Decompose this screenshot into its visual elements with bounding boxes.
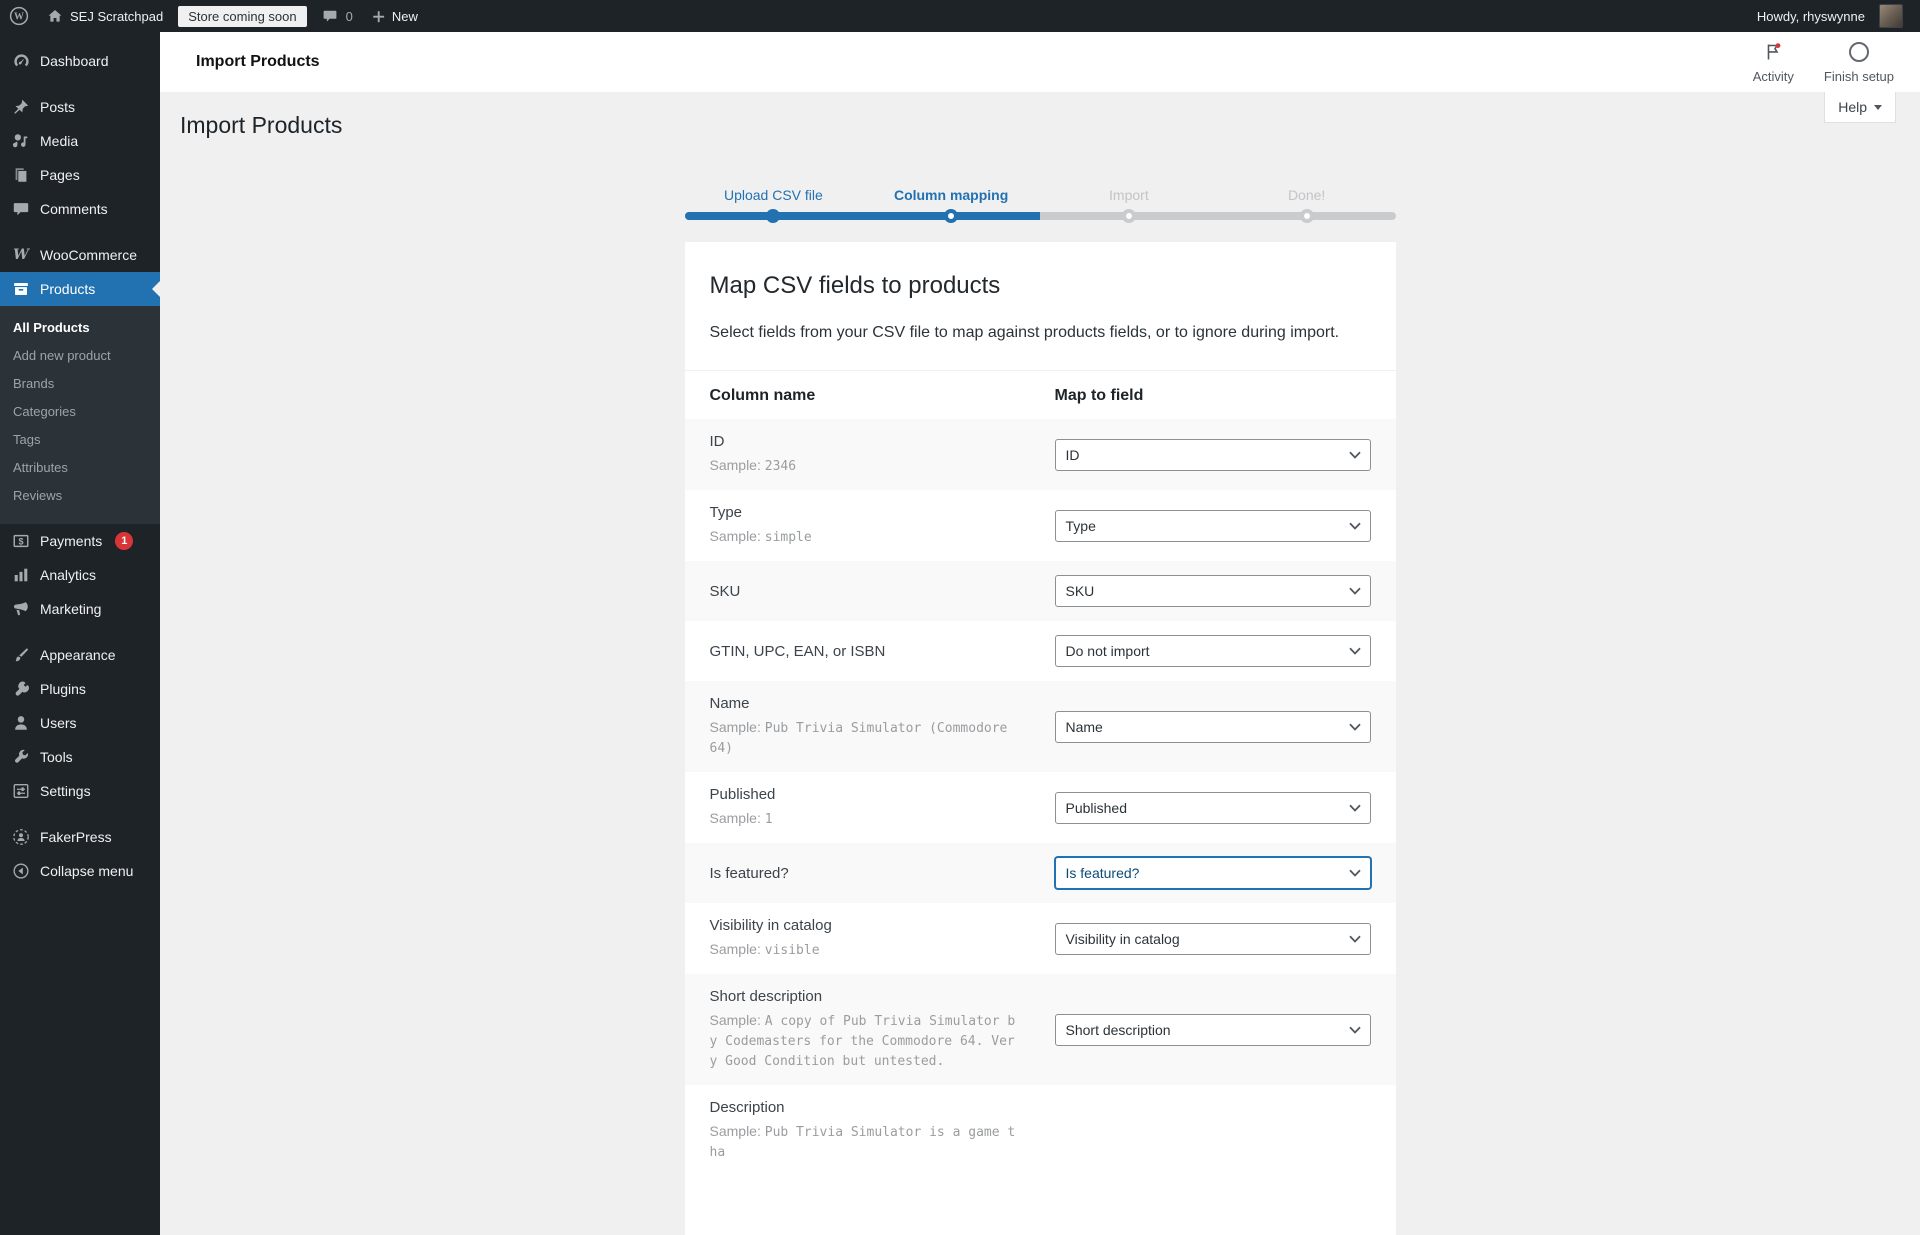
- row-select-cell: [1055, 917, 1371, 960]
- sidebar-item-fakerpress[interactable]: [0, 820, 160, 854]
- row-select-cell: [1055, 988, 1371, 1071]
- mapping-table-row: [685, 772, 1396, 843]
- finish-setup-label: Finish setup: [1823, 68, 1894, 84]
- row-column-name: SKU: [709, 582, 741, 600]
- mapping-table-row: [685, 561, 1396, 621]
- activity-flag-icon: [1762, 41, 1784, 66]
- row-select-cell: [1055, 695, 1371, 758]
- mapping-table-row: [685, 490, 1396, 561]
- row-column-name: Description: [709, 1099, 785, 1117]
- content-area: [160, 0, 1920, 1235]
- sidebar-item-products[interactable]: [0, 272, 160, 306]
- products-submenu: [0, 306, 160, 524]
- sidebar-item-label: Users: [40, 715, 77, 731]
- selected-field-value: Do not import: [1065, 643, 1150, 660]
- sidebar-item-categories[interactable]: Categories: [13, 404, 76, 419]
- map-field-select[interactable]: [1055, 510, 1371, 542]
- pushpin-icon: [11, 97, 31, 117]
- sidebar-item-label: Settings: [40, 783, 91, 799]
- chevron-down-icon: [1349, 451, 1361, 459]
- step-dot-pending: [1122, 209, 1136, 223]
- sidebar-item-settings[interactable]: [0, 774, 160, 808]
- woocommerce-icon: W: [13, 247, 29, 263]
- activity-label: Activity: [1752, 68, 1794, 84]
- sample-value: Pub Trivia Simulator is a game tha: [709, 1125, 1016, 1161]
- sample-value: A copy of Pub Trivia Simulator by Codemasters for the Commodore 64. Very Good Condition but untested.: [709, 1014, 1016, 1070]
- row-select-cell: [1055, 1099, 1371, 1221]
- activity-button[interactable]: [1753, 41, 1794, 84]
- row-column-name: Visibility in catalog: [709, 917, 832, 935]
- row-label-cell: [710, 695, 1055, 758]
- row-column-name: GTIN, UPC, EAN, or ISBN: [709, 642, 886, 660]
- selected-field-value: SKU: [1065, 583, 1095, 600]
- row-label-cell: [710, 988, 1055, 1071]
- map-field-select[interactable]: [1055, 1014, 1371, 1046]
- howdy-label: Howdy, rhyswynne: [1756, 8, 1865, 24]
- wordpress-logo-menu[interactable]: [0, 0, 38, 32]
- setup-progress-circle-icon: [1848, 41, 1870, 66]
- mapping-table-row: [685, 843, 1396, 903]
- comments-icon: [11, 199, 31, 219]
- row-label-cell: [710, 917, 1055, 960]
- home-icon: [47, 8, 63, 24]
- fakerpress-icon: [11, 827, 31, 847]
- store-coming-soon-badge[interactable]: Store coming soon: [178, 6, 306, 27]
- sidebar-item-label: Pages: [40, 167, 80, 183]
- selected-field-value: Type: [1065, 517, 1096, 534]
- payments-icon: [11, 531, 31, 551]
- svg-text:$: $: [18, 536, 24, 547]
- plus-icon: [371, 9, 386, 24]
- site-name-link[interactable]: [38, 0, 172, 32]
- payments-count-badge: 1: [115, 532, 133, 550]
- sample-value: 1: [764, 812, 773, 828]
- sidebar-item-label: Plugins: [40, 681, 86, 697]
- selected-field-value: Published: [1065, 799, 1127, 816]
- row-column-name: Type: [709, 504, 743, 522]
- row-label-cell: [710, 857, 1055, 889]
- sample-prefix: Sample:: [709, 457, 765, 474]
- megaphone-icon: [11, 599, 31, 619]
- sidebar-item-label: Collapse menu: [40, 863, 134, 879]
- admin-sidebar: [0, 32, 160, 1235]
- sample-prefix: Sample:: [709, 810, 765, 827]
- row-label-cell: [710, 786, 1055, 829]
- row-column-name: Name: [709, 695, 750, 713]
- map-to-field-header: Map to field: [1054, 387, 1144, 405]
- admin-bar: [0, 0, 1920, 32]
- selected-field-value: Is featured?: [1065, 865, 1140, 882]
- row-sample: [710, 809, 1023, 829]
- sidebar-item-pages[interactable]: [0, 158, 160, 192]
- column-name-header: Column name: [709, 387, 816, 405]
- chevron-down-icon: [1349, 587, 1361, 595]
- import-progress-steps: [685, 187, 1396, 220]
- sample-value: Pub Trivia Simulator (Commodore 64): [709, 721, 1008, 757]
- progress-bar: [685, 212, 1396, 220]
- avatar: [1879, 4, 1903, 28]
- mapping-table-row: [685, 903, 1396, 974]
- row-sample: [710, 527, 1023, 547]
- row-column-name: Is featured?: [709, 864, 789, 882]
- media-icon: [11, 131, 31, 151]
- mapping-table-row: [685, 621, 1396, 681]
- map-field-select[interactable]: [1055, 439, 1371, 471]
- sidebar-item-label: Payments: [40, 533, 103, 549]
- row-column-name: Short description: [709, 988, 823, 1006]
- row-select-cell: [1055, 857, 1371, 889]
- chevron-down-icon: [1349, 935, 1361, 943]
- caret-down-icon: [1874, 105, 1882, 110]
- chevron-down-icon: [1349, 1026, 1361, 1034]
- sidebar-item-all-products[interactable]: All Products: [13, 320, 90, 335]
- sidebar-item-analytics[interactable]: [0, 558, 160, 592]
- page-title: Import Products: [180, 112, 343, 138]
- sidebar-item-label: WooCommerce: [40, 247, 137, 263]
- brush-icon: [11, 645, 31, 665]
- progress-bar-fill: [685, 212, 1041, 220]
- row-sample: [710, 1122, 1023, 1162]
- step-dot-done: [766, 209, 780, 223]
- sidebar-item-appearance[interactable]: [0, 638, 160, 672]
- my-account-menu[interactable]: [1748, 0, 1912, 32]
- chevron-down-icon: [1349, 723, 1361, 731]
- sidebar-item-label: FakerPress: [40, 829, 112, 845]
- sidebar-item-label: Analytics: [40, 567, 97, 583]
- row-column-name: Published: [709, 786, 776, 804]
- sample-prefix: Sample:: [709, 1123, 765, 1140]
- comment-bubble-icon: [322, 8, 338, 24]
- dashboard-icon: [11, 51, 31, 71]
- sample-prefix: Sample:: [709, 941, 765, 958]
- selected-field-value: Visibility in catalog: [1065, 930, 1180, 947]
- sidebar-item-attributes[interactable]: Attributes: [13, 460, 68, 475]
- card-title: Map CSV fields to products: [709, 272, 1001, 299]
- mapping-table-header: [685, 370, 1396, 419]
- row-column-name: ID: [709, 433, 725, 451]
- pages-icon: [11, 165, 31, 185]
- sidebar-item-comments[interactable]: [0, 192, 160, 226]
- sidebar-item-label: Dashboard: [40, 53, 109, 69]
- mapping-rows: [685, 419, 1396, 1235]
- sidebar-item-label: Posts: [40, 99, 76, 115]
- finish-setup-button[interactable]: [1824, 41, 1894, 84]
- sidebar-item-tags[interactable]: Tags: [13, 432, 41, 447]
- sidebar-item-label: Comments: [40, 201, 108, 217]
- selected-field-value: ID: [1065, 446, 1080, 463]
- mapping-table-row: [685, 974, 1396, 1085]
- row-label-cell: [710, 504, 1055, 547]
- header-title: Import Products: [196, 53, 320, 70]
- row-select-cell: [1055, 635, 1371, 667]
- selected-field-value: Short description: [1065, 1021, 1171, 1038]
- products-box-icon: [11, 279, 31, 299]
- step-column-mapping: Column mapping: [893, 187, 1009, 203]
- sidebar-item-tools[interactable]: [0, 740, 160, 774]
- row-label-cell: [710, 1099, 1055, 1221]
- mapping-table-row: [685, 681, 1396, 772]
- sidebar-item-dashboard[interactable]: [0, 44, 160, 78]
- analytics-bars-icon: [11, 565, 31, 585]
- sidebar-item-media[interactable]: [0, 124, 160, 158]
- settings-sliders-icon: [11, 781, 31, 801]
- step-done: Done!: [1287, 187, 1326, 203]
- row-sample: [710, 940, 1023, 960]
- card-description: Select fields from your CSV file to map against products fields, or to ignore during import.: [709, 324, 1340, 341]
- help-tab[interactable]: [1824, 92, 1896, 123]
- row-select-cell: [1055, 575, 1371, 607]
- sample-value: visible: [764, 943, 820, 959]
- sidebar-item-reviews[interactable]: Reviews: [13, 488, 63, 503]
- new-label: New: [391, 8, 418, 24]
- collapse-arrow-icon: [11, 861, 31, 881]
- mapping-table-row: [685, 419, 1396, 490]
- map-field-select[interactable]: [1055, 923, 1371, 955]
- row-sample: [710, 718, 1023, 758]
- selected-field-value: Name: [1065, 718, 1103, 735]
- comments-count: 0: [345, 8, 353, 24]
- sidebar-item-label: Appearance: [40, 647, 116, 663]
- mapping-card: [685, 242, 1396, 1235]
- step-dot-active: [944, 209, 958, 223]
- row-sample: [710, 456, 1023, 476]
- row-label-cell: [710, 433, 1055, 476]
- step-dot-pending: [1300, 209, 1314, 223]
- sidebar-item-label: Products: [40, 281, 96, 297]
- sidebar-item-brands[interactable]: Brands: [13, 376, 55, 391]
- row-select-cell: [1055, 786, 1371, 829]
- sidebar-item-users[interactable]: [0, 706, 160, 740]
- comments-shortcut[interactable]: [313, 0, 362, 32]
- user-icon: [11, 713, 31, 733]
- sample-prefix: Sample:: [709, 528, 765, 545]
- sidebar-item-label: Marketing: [40, 601, 102, 617]
- map-field-select[interactable]: [1055, 792, 1371, 824]
- sample-prefix: Sample:: [709, 719, 765, 736]
- step-upload-csv-file: Upload CSV file: [723, 187, 823, 203]
- sample-value: simple: [764, 530, 812, 546]
- map-field-select[interactable]: [1055, 711, 1371, 743]
- sidebar-item-plugins[interactable]: [0, 672, 160, 706]
- wordpress-logo-icon: [9, 6, 29, 26]
- row-label-cell: [710, 635, 1055, 667]
- wrench-icon: [11, 747, 31, 767]
- chevron-down-icon: [1349, 869, 1361, 877]
- help-label: Help: [1838, 99, 1867, 115]
- site-name-label: SEJ Scratchpad: [70, 8, 164, 24]
- sidebar-item-label: Tools: [40, 749, 73, 765]
- sample-prefix: Sample:: [709, 1012, 765, 1029]
- row-label-cell: [710, 575, 1055, 607]
- woocommerce-header: [160, 32, 1920, 92]
- sidebar-item-posts[interactable]: [0, 90, 160, 124]
- mapping-table-row: [685, 1085, 1396, 1235]
- sidebar-item-payments[interactable]: [0, 524, 160, 558]
- map-field-select[interactable]: [1055, 575, 1371, 607]
- sample-value: 2346: [764, 459, 797, 475]
- sidebar-item-add-new-product[interactable]: Add new product: [13, 348, 111, 363]
- plug-icon: [11, 679, 31, 699]
- sidebar-item-marketing[interactable]: [0, 592, 160, 626]
- row-select-cell: [1055, 504, 1371, 547]
- svg-text:W: W: [14, 11, 24, 23]
- map-field-select[interactable]: [1055, 857, 1371, 889]
- chevron-down-icon: [1349, 804, 1361, 812]
- sidebar-item-label: Media: [40, 133, 79, 149]
- sidebar-item-collapse-menu[interactable]: [0, 854, 160, 888]
- new-content-menu[interactable]: [362, 0, 427, 32]
- map-field-select[interactable]: [1055, 635, 1371, 667]
- chevron-down-icon: [1349, 647, 1361, 655]
- step-import: Import: [1109, 187, 1149, 203]
- row-sample: [710, 1011, 1023, 1071]
- row-select-cell: [1055, 433, 1371, 476]
- chevron-down-icon: [1349, 522, 1361, 530]
- sidebar-item-woocommerce[interactable]: [0, 238, 160, 272]
